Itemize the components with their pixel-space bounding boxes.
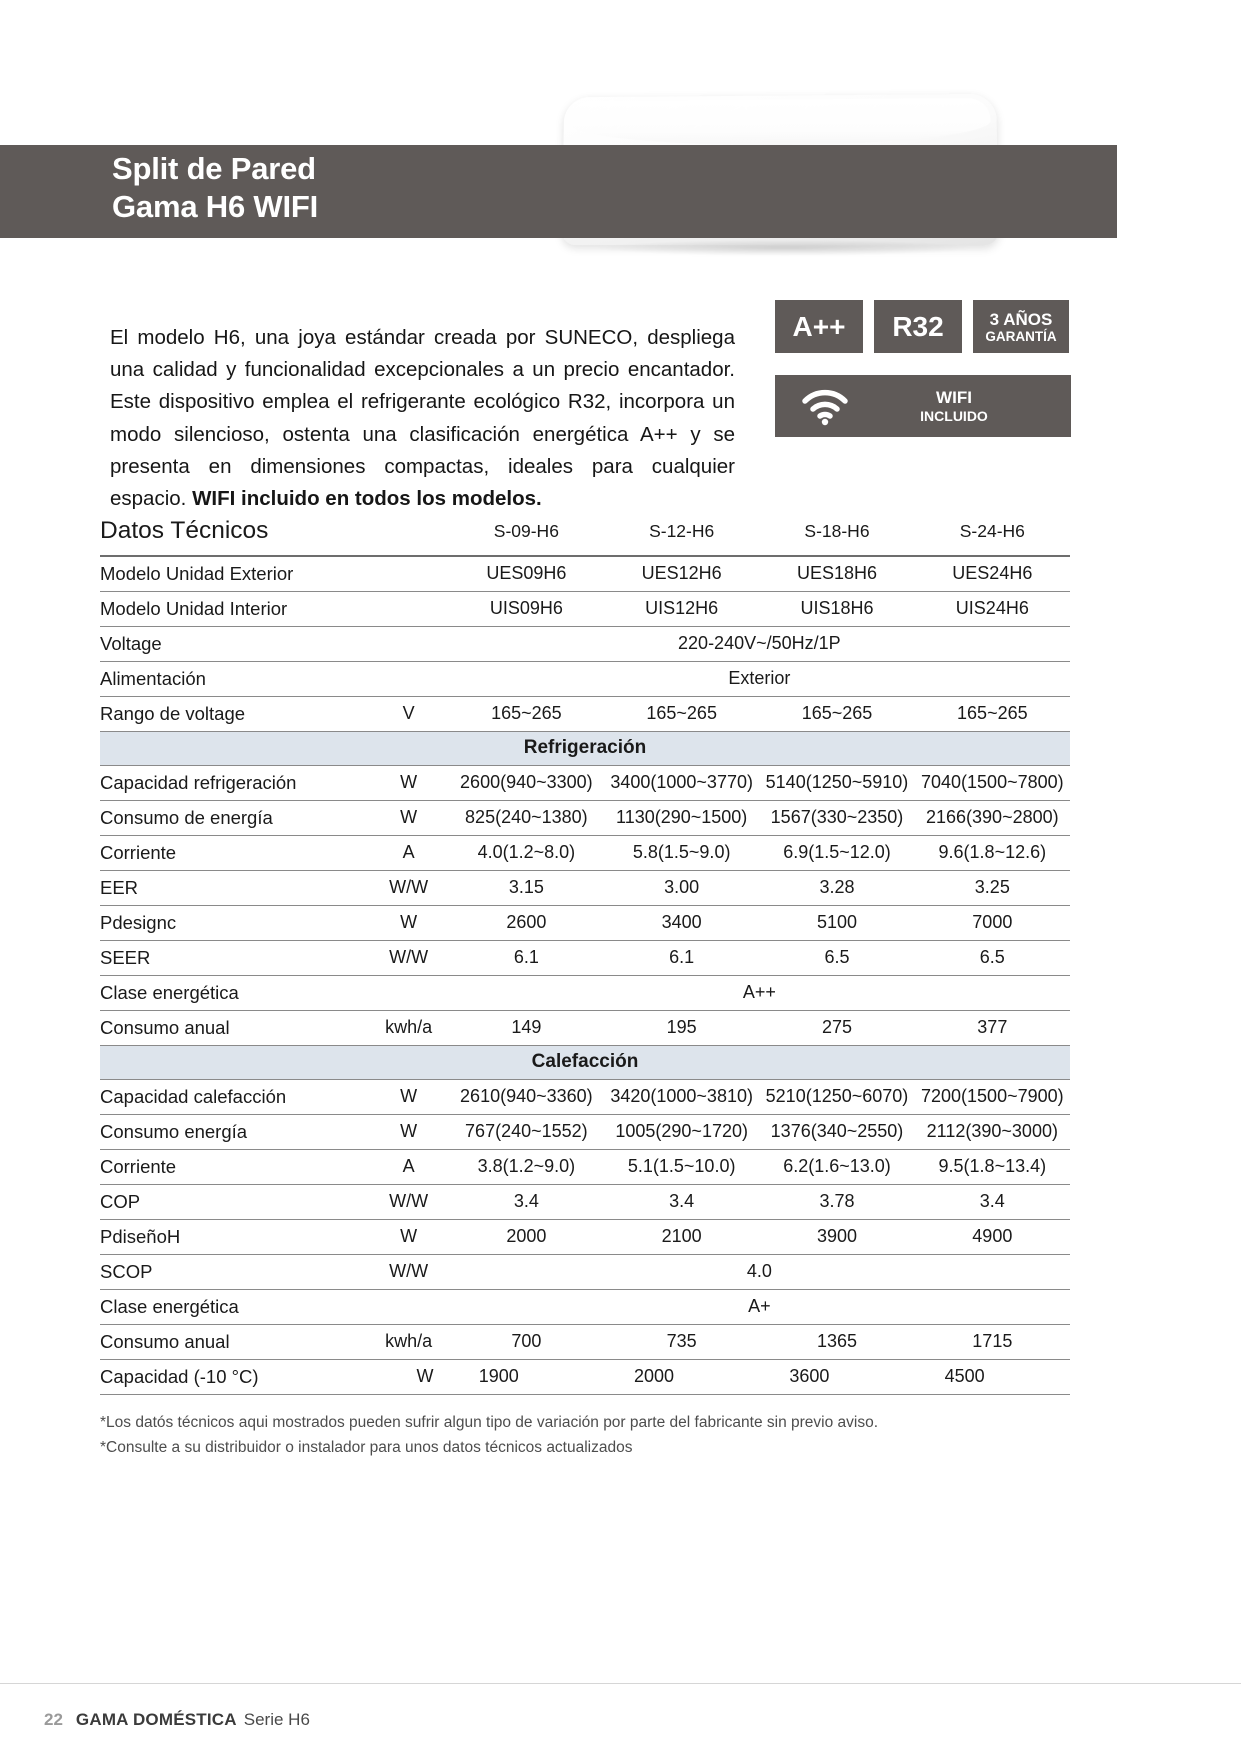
page-title-line-2: Gama H6 WIFI [112,189,319,225]
row-unit [369,591,449,626]
row-value: UES18H6 [759,556,914,591]
row-value: 1715 [915,1324,1070,1359]
row-label: Clase energética [100,1289,369,1324]
row-unit: kwh/a [369,1010,449,1045]
product-description-text: El modelo H6, una joya estándar creada por SUNECO, despliega una calidad y funcionalidad excepcionales a un precio encantador. Este dispositivo emplea el refrigerante ecológico R32, incorpora un modo silencioso, ostenta una clasificación energética A++ y se presenta en dimensiones compactas, ideales para cualquier espacio. [110,326,735,510]
page-title [112,150,632,227]
row-unit: W/W [369,940,449,975]
footer-series-label: Serie H6 [243,1709,310,1729]
table-row [100,835,1070,870]
row-label: Corriente [100,1149,369,1184]
row-value: 1365 [759,1324,914,1359]
table-row [100,1289,1070,1324]
ac-unit-top-highlight [569,98,991,146]
row-value-merged: 220-240V~/50Hz/1P [449,626,1070,661]
row-unit: kwh/a [369,1324,449,1359]
table-row [100,1324,1070,1359]
row-unit: W [369,1079,449,1114]
row-value: 5210(1250~6070) [759,1079,914,1114]
row-value: 165~265 [449,696,604,731]
table-row [100,556,1070,591]
section-header-refrigeracion [100,731,1070,765]
row-value: 2000 [604,1359,759,1394]
row-label: Voltage [100,626,369,661]
table-row [100,1184,1070,1219]
row-unit: W [369,1219,449,1254]
row-value: 767(240~1552) [449,1114,604,1149]
row-unit: W [369,765,449,800]
product-description [110,322,735,515]
badge-warranty [973,300,1069,353]
row-unit: W [369,800,449,835]
row-label: Capacidad (-10 °C) [100,1359,369,1394]
row-label: Rango de voltage [100,696,369,731]
row-unit: A [369,1149,449,1184]
table-title: Datos Técnicos [100,512,449,556]
row-label: EER [100,870,369,905]
row-value: 4900 [915,1219,1070,1254]
table-row [100,1114,1070,1149]
table-header-model-1: S-12-H6 [604,512,759,556]
table-row [100,1010,1070,1045]
row-value: 3.4 [604,1184,759,1219]
row-value: UIS12H6 [604,591,759,626]
row-value: 3900 [759,1219,914,1254]
row-value: UES12H6 [604,556,759,591]
row-value: 1130(290~1500) [604,800,759,835]
row-value: 2600(940~3300) [449,765,604,800]
row-unit [369,556,449,591]
row-unit [369,626,449,661]
badge-energy-class-label: A++ [792,310,846,342]
row-value: 3.28 [759,870,914,905]
row-value: 6.9(1.5~12.0) [759,835,914,870]
row-unit [369,975,449,1010]
badge-wifi-text [861,388,1071,425]
row-value: 9.6(1.8~12.6) [915,835,1070,870]
row-value: 3.8(1.2~9.0) [449,1149,604,1184]
section-header-calefaccion [100,1045,1070,1079]
badge-wifi-subtitle: INCLUIDO [920,407,988,424]
row-value: 7040(1500~7800) [915,765,1070,800]
table-body [100,556,1070,1394]
badge-refrigerant [874,300,962,353]
row-label: Consumo de energía [100,800,369,835]
row-value: 7200(1500~7900) [915,1079,1070,1114]
feature-badge-row [775,300,1069,353]
table-row [100,940,1070,975]
badge-wifi [775,375,1071,437]
table-row [100,765,1070,800]
row-value: 1376(340~2550) [759,1114,914,1149]
row-unit [369,1289,449,1324]
section-header-label: Calefacción [100,1045,1070,1079]
table-row [100,1359,1070,1394]
footnote-line-1: *Los datós técnicos aqui mostrados pueden sufrir algun tipo de variación por parte del fabricante sin previo aviso. [100,1414,879,1431]
row-value-merged: 4.0 [449,1254,1070,1289]
row-value: 7000 [915,905,1070,940]
row-value: 165~265 [604,696,759,731]
table-row [100,905,1070,940]
row-label: Consumo anual [100,1010,369,1045]
table-header-model-3: S-24-H6 [915,512,1070,556]
page-title-line-1: Split de Pared [112,151,316,186]
row-label: PdiseñoH [100,1219,369,1254]
row-value: 4500 [915,1359,1070,1394]
table-row [100,696,1070,731]
row-value: 2166(390~2800) [915,800,1070,835]
row-value: 5100 [759,905,914,940]
table-row [100,626,1070,661]
row-value: 2000 [449,1219,604,1254]
table-row [100,591,1070,626]
row-label: Capacidad refrigeración [100,765,369,800]
row-value: 1005(290~1720) [604,1114,759,1149]
footnote-line-2: *Consulte a su distribuidor o instalador para unos datos técnicos actualizados [100,1439,633,1457]
row-value: UIS09H6 [449,591,604,626]
row-value: 6.5 [915,940,1070,975]
row-value: 3420(1000~3810) [604,1079,759,1114]
row-value: 3.78 [759,1184,914,1219]
row-unit: W [369,1114,449,1149]
row-value: 3.15 [449,870,604,905]
row-value: UES24H6 [915,556,1070,591]
row-label: Capacidad calefacción [100,1079,369,1114]
row-value: 735 [604,1324,759,1359]
table-row [100,1219,1070,1254]
row-value: 3.25 [915,870,1070,905]
table-footnotes [100,1410,1040,1460]
row-value: 377 [915,1010,1070,1045]
row-value: 3.4 [915,1184,1070,1219]
row-value: 6.1 [449,940,604,975]
table-row [100,661,1070,696]
badge-energy-class [775,300,863,353]
row-unit: W/W [369,1184,449,1219]
wifi-icon [775,386,861,426]
row-value: UES09H6 [449,556,604,591]
section-header-label: Refrigeración [100,731,1070,765]
table-row [100,870,1070,905]
row-unit: W [369,1359,449,1394]
table-row [100,1079,1070,1114]
row-value: 5.1(1.5~10.0) [604,1149,759,1184]
row-value: 3.00 [604,870,759,905]
row-value: 6.1 [604,940,759,975]
row-value-merged: A++ [449,975,1070,1010]
table-row [100,1254,1070,1289]
row-value: 6.2(1.6~13.0) [759,1149,914,1184]
row-value: 1900 [449,1359,604,1394]
page-number: 22 [44,1709,63,1729]
row-value: 275 [759,1010,914,1045]
row-unit: V [369,696,449,731]
row-value: 825(240~1380) [449,800,604,835]
footer-section-label: GAMA DOMÉSTICA [75,1709,237,1729]
row-label: Corriente [100,835,369,870]
row-label: Modelo Unidad Interior [100,591,369,626]
row-value: UIS18H6 [759,591,914,626]
row-value: 5140(1250~5910) [759,765,914,800]
row-label: Pdesignc [100,905,369,940]
row-label: SEER [100,940,369,975]
row-unit: W/W [369,870,449,905]
row-value: 5.8(1.5~9.0) [604,835,759,870]
table-row [100,1149,1070,1184]
row-label: COP [100,1184,369,1219]
row-value: 3400 [604,905,759,940]
row-unit: W [369,905,449,940]
row-value: 9.5(1.8~13.4) [915,1149,1070,1184]
page-footer [0,1683,1241,1755]
row-value: 2112(390~3000) [915,1114,1070,1149]
row-label: Alimentación [100,661,369,696]
row-label: Clase energética [100,975,369,1010]
row-value: 3400(1000~3770) [604,765,759,800]
badge-wifi-title: WIFI [936,387,972,407]
badge-warranty-label: GARANTÍA [985,328,1057,344]
row-label: Consumo energía [100,1114,369,1149]
row-value: 165~265 [915,696,1070,731]
specifications-table [100,512,1070,1395]
row-value: 2610(940~3360) [449,1079,604,1114]
row-value: 6.5 [759,940,914,975]
row-value: 195 [604,1010,759,1045]
row-value: 165~265 [759,696,914,731]
badge-warranty-years: 3 AÑOS [989,309,1053,329]
badge-refrigerant-label: R32 [892,310,944,342]
row-label: Consumo anual [100,1324,369,1359]
row-value-merged: Exterior [449,661,1070,696]
table-header-model-0: S-09-H6 [449,512,604,556]
row-value-merged: A+ [449,1289,1070,1324]
ac-unit-shadow [600,240,970,256]
row-label: Modelo Unidad Exterior [100,556,369,591]
row-value: 2100 [604,1219,759,1254]
table-header-model-2: S-18-H6 [759,512,914,556]
row-unit: A [369,835,449,870]
row-value: 1567(330~2350) [759,800,914,835]
row-unit [369,661,449,696]
row-label: SCOP [100,1254,369,1289]
table-row [100,800,1070,835]
table-header-row [100,512,1070,556]
row-value: 3600 [759,1359,914,1394]
row-value: 4.0(1.2~8.0) [449,835,604,870]
product-description-highlight: WIFI incluido en todos los modelos. [192,486,542,510]
row-value: 700 [449,1324,604,1359]
row-value: 3.4 [449,1184,604,1219]
table-row [100,975,1070,1010]
row-unit: W/W [369,1254,449,1289]
row-value: 149 [449,1010,604,1045]
row-value: 2600 [449,905,604,940]
row-value: UIS24H6 [915,591,1070,626]
